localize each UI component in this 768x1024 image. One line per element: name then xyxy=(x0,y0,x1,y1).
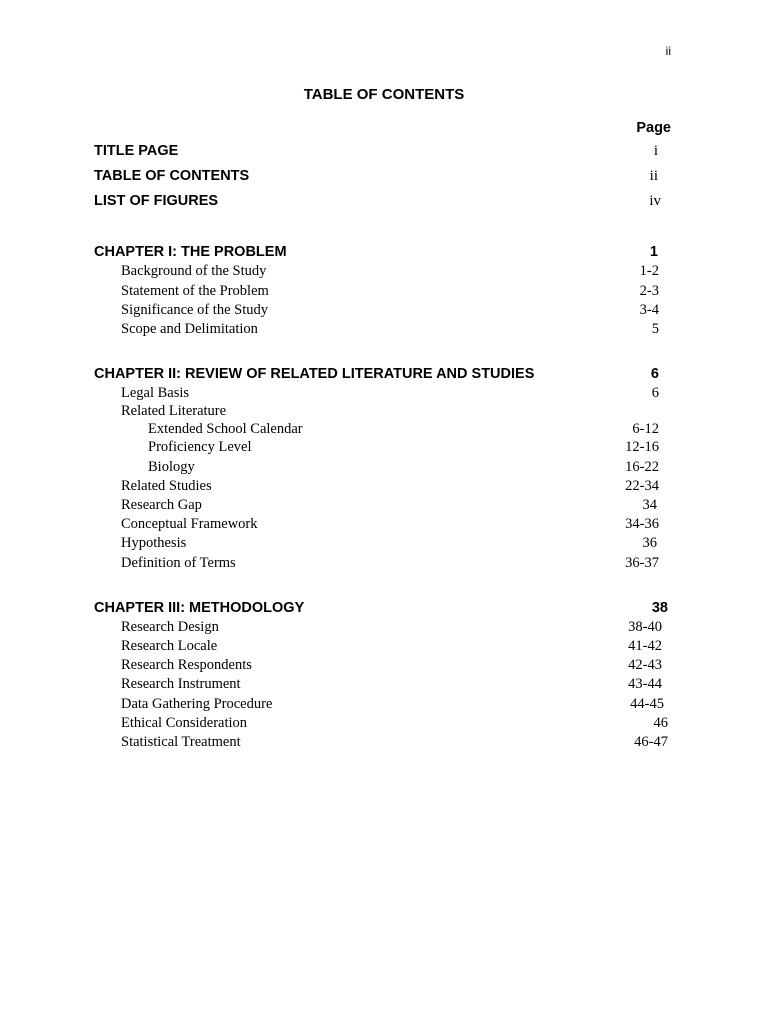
toc-entry-label: Conceptual Framework xyxy=(121,516,258,532)
chapter-page: 38 xyxy=(651,600,668,616)
toc-chapter-3[interactable] xyxy=(0,600,768,620)
toc-entry-label: Biology xyxy=(148,459,195,475)
toc-entry[interactable] xyxy=(0,478,768,498)
toc-entry-page: 2-3 xyxy=(639,283,659,299)
toc-entry-label: LIST OF FIGURES xyxy=(94,193,219,209)
toc-entry[interactable] xyxy=(0,696,768,716)
page-title: TABLE OF CONTENTS xyxy=(303,86,465,103)
toc-entry-label: Research Locale xyxy=(121,638,218,654)
toc-entry-label: Background of the Study xyxy=(121,263,267,279)
toc-entry-label: TABLE OF CONTENTS xyxy=(94,168,250,184)
toc-entry-label: Scope and Delimitation xyxy=(121,321,258,337)
toc-entry[interactable] xyxy=(0,459,768,479)
toc-entry[interactable] xyxy=(0,715,768,735)
toc-entry-page: 42-43 xyxy=(628,657,662,673)
toc-entry-page: 46-47 xyxy=(634,734,668,750)
toc-entry-page: 12-16 xyxy=(625,439,659,455)
chapter-heading: CHAPTER II: REVIEW OF RELATED LITERATURE AND STUDIES xyxy=(94,366,535,382)
toc-entry[interactable] xyxy=(0,321,768,341)
toc-entry[interactable] xyxy=(0,638,768,658)
toc-entry-page: 22-34 xyxy=(625,478,659,494)
toc-entry-title-page[interactable] xyxy=(0,143,768,163)
page-number: ii xyxy=(665,44,671,58)
toc-entry-label: Extended School Calendar xyxy=(148,421,303,437)
toc-entry-page: 6-12 xyxy=(632,421,659,437)
toc-entry-page: 43-44 xyxy=(628,676,662,692)
toc-entry-label: Research Design xyxy=(121,619,219,635)
toc-entry-label: Statistical Treatment xyxy=(121,734,241,750)
toc-entry[interactable] xyxy=(0,439,768,459)
toc-entry-label: Hypothesis xyxy=(121,535,187,551)
toc-entry-label: Significance of the Study xyxy=(121,302,268,318)
toc-entry-label: Research Instrument xyxy=(121,676,241,692)
toc-entry[interactable] xyxy=(0,535,768,555)
toc-entry-label: Statement of the Problem xyxy=(121,283,269,299)
toc-entry[interactable] xyxy=(0,619,768,639)
toc-entry-label: TITLE PAGE xyxy=(94,143,179,159)
toc-entry[interactable] xyxy=(0,497,768,517)
toc-entry-label: Related Literature xyxy=(121,403,227,419)
toc-entry[interactable] xyxy=(0,516,768,536)
toc-entry-label: Research Respondents xyxy=(121,657,252,673)
toc-entry-page: 1-2 xyxy=(639,263,659,279)
toc-entry-page: 16-22 xyxy=(625,459,659,475)
toc-entry-page: i xyxy=(653,143,658,159)
toc-entry-page: 36 xyxy=(642,535,657,551)
toc-entry[interactable] xyxy=(0,263,768,283)
toc-entry[interactable] xyxy=(0,555,768,575)
toc-entry-label: Definition of Terms xyxy=(121,555,236,571)
toc-entry[interactable] xyxy=(0,657,768,677)
page-column-heading: Page xyxy=(636,120,671,136)
toc-chapter-2[interactable] xyxy=(0,366,768,386)
toc-entry-page: 6 xyxy=(651,385,659,401)
toc-entry[interactable] xyxy=(0,421,768,441)
toc-entry-page: ii xyxy=(649,168,658,184)
toc-entry-page: 44-45 xyxy=(630,696,664,712)
toc-entry-list-of-figures[interactable] xyxy=(0,193,768,213)
toc-entry[interactable] xyxy=(0,283,768,303)
chapter-heading: CHAPTER I: THE PROBLEM xyxy=(94,244,287,260)
toc-entry[interactable] xyxy=(0,403,768,423)
toc-entry-page: iv xyxy=(649,193,661,209)
toc-entry[interactable] xyxy=(0,734,768,754)
chapter-page: 1 xyxy=(649,244,658,260)
toc-entry-label: Research Gap xyxy=(121,497,202,513)
toc-entry[interactable] xyxy=(0,302,768,322)
toc-entry-page: 34 xyxy=(642,497,657,513)
toc-entry-page: 41-42 xyxy=(628,638,662,654)
toc-entry-label: Ethical Consideration xyxy=(121,715,248,731)
toc-entry-page: 5 xyxy=(651,321,659,337)
chapter-heading: CHAPTER III: METHODOLOGY xyxy=(94,600,305,616)
toc-entry-label: Legal Basis xyxy=(121,385,190,401)
toc-entry-label: Related Studies xyxy=(121,478,212,494)
toc-entry-page: 46 xyxy=(653,715,668,731)
chapter-page: 6 xyxy=(650,366,659,382)
toc-entry[interactable] xyxy=(0,385,768,405)
toc-entry-page: 38-40 xyxy=(628,619,662,635)
toc-entry-page: 36-37 xyxy=(625,555,659,571)
toc-entry-label: Data Gathering Procedure xyxy=(121,696,273,712)
toc-chapter-1[interactable] xyxy=(0,244,768,264)
toc-entry-label: Proficiency Level xyxy=(148,439,252,455)
toc-entry-page: 3-4 xyxy=(639,302,659,318)
toc-entry-table-of-contents[interactable] xyxy=(0,168,768,188)
toc-entry-page: 34-36 xyxy=(625,516,659,532)
toc-entry[interactable] xyxy=(0,676,768,696)
